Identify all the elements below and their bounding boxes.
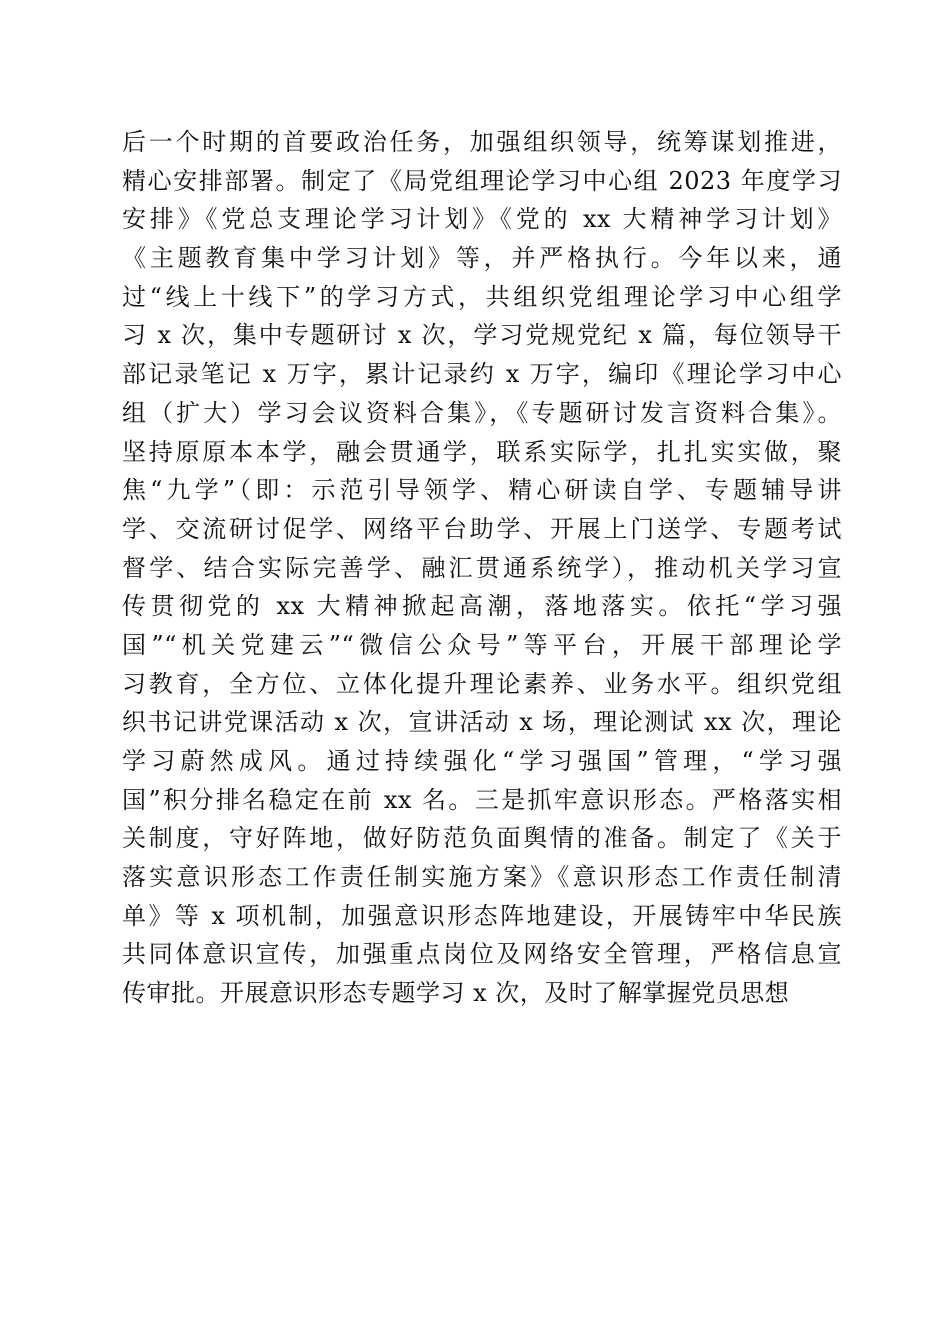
text-line: 落实意识形态工作责任制实施方案》《意识形态工作责任制清 (122, 863, 842, 892)
text-line: 传审批。开展意识形态专题学习 x 次，及时了解掌握党员思想 (122, 979, 790, 1008)
text-line: 部记录笔记 x 万字，累计记录约 x 万字，编印《理论学习中心 (122, 360, 842, 389)
text-line: 关制度，守好阵地，做好防范负面舆情的准备。制定了《关于 (122, 824, 842, 853)
text-line: 安排》《党总支理论学习计划》《党的 xx 大精神学习计划》 (122, 205, 842, 234)
text-line: 习教育，全方位、立体化提升理论素养、业务水平。组织党组 (122, 669, 842, 698)
text-line: 过“线上十线下”的学习方式，共组织党组理论学习中心组学 (122, 282, 842, 311)
text-line: 督学、结合实际完善学、融汇贯通系统学），推动机关学习宣 (122, 553, 842, 582)
text-line: 传贯彻党的 xx 大精神掀起高潮，落地落实。依托“学习强 (122, 592, 842, 621)
text-line: 坚持原原本本学，融会贯通学，联系实际学，扎扎实实做，聚 (122, 437, 842, 466)
body-text (122, 123, 842, 1013)
text-line: 焦“九学”（即：示范引导领学、精心研读自学、专题辅导讲 (122, 476, 842, 505)
text-line: 织书记讲党课活动 x 次，宣讲活动 x 场，理论测试 xx 次，理论 (122, 708, 842, 737)
text-line: 单》等 x 项机制，加强意识形态阵地建设，开展铸牢中华民族 (122, 901, 842, 930)
text-line: 后一个时期的首要政治任务，加强组织领导，统筹谋划推进， (122, 128, 842, 156)
text-line: 《主题教育集中学习计划》等，并严格执行。今年以来，通 (122, 244, 842, 273)
text-line: 组（扩大）学习会议资料合集》，《专题研讨发言资料合集》。 (122, 398, 842, 427)
text-line: 精心安排部署。制定了《局党组理论学习中心组 2023 年度学习 (122, 166, 842, 195)
text-line: 习 x 次，集中专题研讨 x 次，学习党规党纪 x 篇，每位领导干 (122, 321, 842, 350)
text-line: 国”积分排名稳定在前 xx 名。三是抓牢意识形态。严格落实相 (122, 785, 842, 814)
text-line: 国”“机关党建云”“微信公众号”等平台，开展干部理论学 (122, 630, 842, 659)
text-line: 学习蔚然成风。通过持续强化“学习强国”管理，“学习强 (122, 747, 842, 775)
text-line: 学、交流研讨促学、网络平台助学、开展上门送学、专题考试 (122, 514, 842, 543)
text-line: 共同体意识宣传，加强重点岗位及网络安全管理，严格信息宣 (122, 940, 842, 969)
